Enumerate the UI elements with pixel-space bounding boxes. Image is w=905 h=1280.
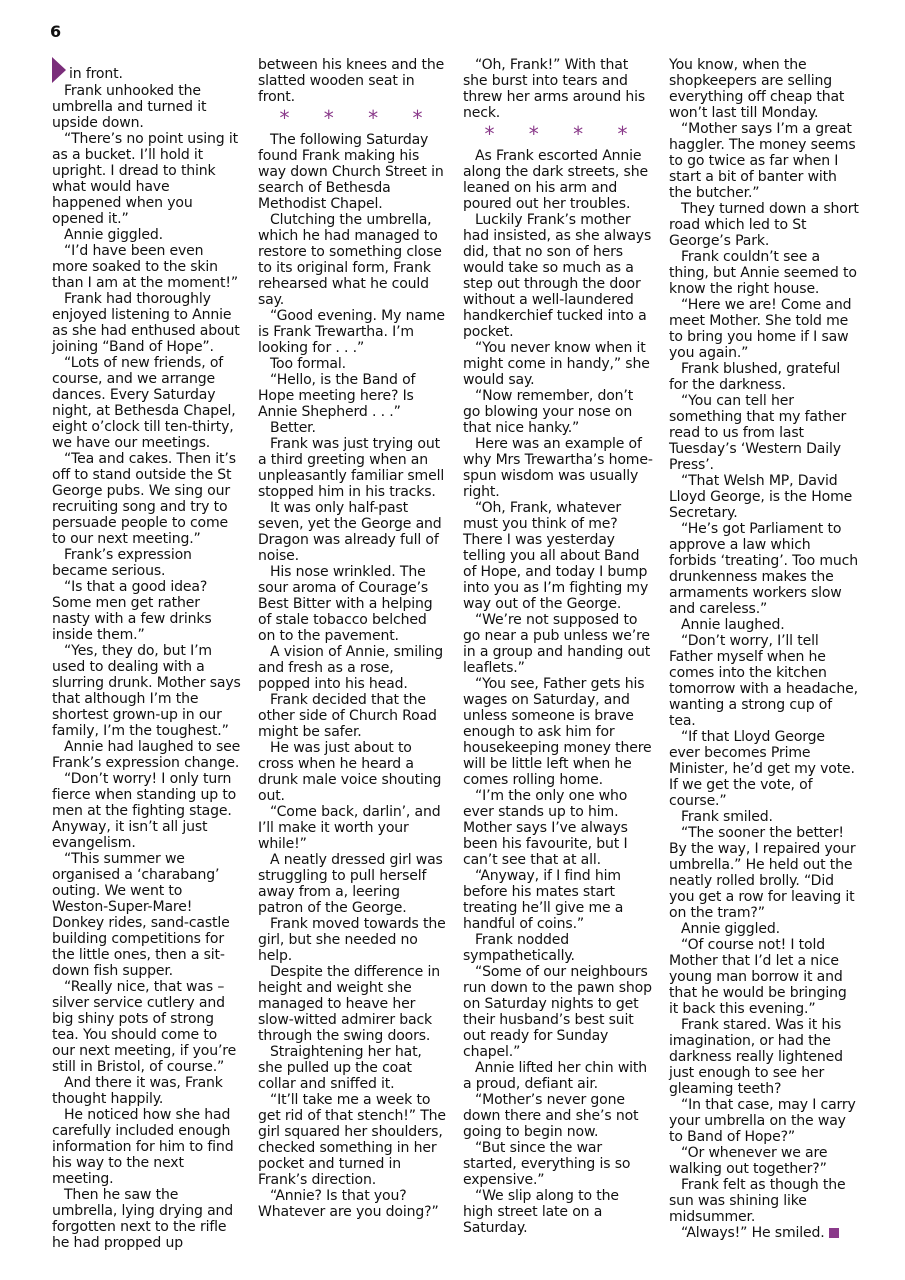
paragraph-text: between his knees and the slatted wooden seat in front. [258, 57, 445, 105]
paragraph [669, 361, 859, 393]
paragraph-text: “Don’t worry! I only turn fierce when standing up to men at the fighting stage. Anyway, it isn’t all just evangelism. [52, 771, 237, 851]
paragraph [258, 964, 448, 1044]
paragraph-text: Frank couldn’t see a thing, but Annie seemed to know the right house. [669, 249, 857, 297]
paragraph [669, 473, 859, 521]
paragraph-text: Annie giggled. [681, 921, 780, 937]
paragraph-text: It was only half-past seven, yet the George and Dragon was already full of noise. [258, 500, 442, 564]
paragraph-text: “We’re not supposed to go near a pub unless we’re in a group and handing out leaflets.” [463, 612, 651, 676]
paragraph [52, 227, 242, 243]
paragraph [258, 212, 448, 308]
paragraph-text: “It’ll take me a week to get rid of that stench!” The girl squared her shoulders, checked something in her pocket and turned in Frank’s direction. [258, 1092, 446, 1188]
paragraph-text: They turned down a short road which led to St George’s Park. [669, 201, 859, 249]
paragraph [258, 564, 448, 644]
paragraph [669, 1017, 859, 1097]
paragraph-text: Too formal. [270, 356, 346, 372]
text-column-4 [669, 57, 859, 1241]
paragraph [258, 372, 448, 420]
paragraph-text: “Of course not! I told Mother that I’d let a nice young man borrow it and that he would be bringing it back this evening.” [669, 937, 847, 1017]
paragraph-text: “There’s no point using it as a bucket. I’ll hold it upright. I dread to think what would have happened when you opened it.” [52, 131, 238, 227]
paragraph [669, 921, 859, 937]
paragraph-text: “Yes, they do, but I’m used to dealing with a slurring drunk. Mother says that although I’m the shortest grown-up in our family, I’m the toughest.” [52, 643, 241, 739]
paragraph-text: “He’s got Parliament to approve a law which forbids ‘treating’. Too much drunkenness makes the armaments workers slow and careless.” [669, 521, 859, 617]
paragraph-text: Frank decided that the other side of Church Road might be safer. [258, 692, 437, 740]
paragraph-text: Clutching the umbrella, which he had managed to restore to something close to its original form, Frank rehearsed what he could say. [258, 212, 442, 308]
paragraph-text: “If that Lloyd George ever becomes Prime Minister, he’d get my vote. If we get the vote, of course.” [669, 729, 855, 809]
paragraph-text: “Mother says I’m a great haggler. The money seems to go twice as far when I start a bit of banter with the butcher.” [669, 121, 856, 201]
paragraph [463, 436, 653, 500]
paragraph [463, 1092, 653, 1140]
paragraph-text: “Anyway, if I find him before his mates start treating he’ll give me a handful of coins.” [463, 868, 624, 932]
paragraph [463, 212, 653, 340]
paragraph [258, 436, 448, 500]
paragraph [669, 393, 859, 473]
paragraph [258, 1188, 448, 1220]
paragraph [258, 692, 448, 740]
paragraph [669, 1177, 859, 1225]
paragraph-text: Frank stared. Was it his imagination, or had the darkness really lightened just enough to see her gleaming teeth? [669, 1017, 843, 1097]
paragraph [669, 617, 859, 633]
paragraph-text: A neatly dressed girl was struggling to pull herself away from a, leering patron of the George. [258, 852, 443, 916]
paragraph [258, 57, 448, 105]
paragraph [463, 676, 653, 788]
paragraph-text: “Here we are! Come and meet Mother. She told me to bring you home if I saw you again.” [669, 297, 852, 361]
paragraph-text: “Or whenever we are walking out together?” [669, 1145, 828, 1177]
paragraph [463, 388, 653, 436]
paragraph-text: And there it was, Frank thought happily. [52, 1075, 223, 1107]
paragraph-text: in front. [69, 66, 123, 82]
paragraph [52, 1187, 242, 1251]
paragraph-text: “You can tell her something that my father read to us from last Tuesday’s ‘Western Daily Press’. [669, 393, 847, 473]
page-number: 6 [50, 22, 62, 41]
paragraph-text: “But since the war started, everything is so expensive.” [463, 1140, 631, 1188]
paragraph [258, 500, 448, 564]
paragraph [52, 579, 242, 643]
paragraph [463, 932, 653, 964]
text-column-3 [463, 57, 653, 1236]
paragraph [669, 633, 859, 729]
paragraph-text: “Oh, Frank, whatever must you think of me? There I was yesterday telling you all about Band of Hope, and today I bump into you as I’m fighting my way out of the George. [463, 500, 649, 612]
paragraph-text: Frank felt as though the sun was shining like midsummer. [669, 1177, 846, 1225]
paragraph [669, 1145, 859, 1177]
paragraph-text: Annie giggled. [64, 227, 163, 243]
paragraph-text: Frank unhooked the umbrella and turned it upside down. [52, 83, 207, 131]
paragraph-text: “Always!” He smiled. [681, 1225, 825, 1241]
paragraph [463, 964, 653, 1060]
paragraph [669, 1225, 859, 1241]
paragraph [258, 644, 448, 692]
paragraph [463, 500, 653, 612]
paragraph [258, 852, 448, 916]
paragraph [669, 521, 859, 617]
section-break: * * * * [279, 106, 437, 130]
paragraph [258, 804, 448, 852]
paragraph [669, 825, 859, 921]
paragraph [669, 937, 859, 1017]
paragraph [52, 291, 242, 355]
paragraph-text: “Oh, Frank!” With that she burst into tears and threw her arms around his neck. [463, 57, 646, 121]
paragraph-text: Straightening her hat, she pulled up the coat collar and sniffed it. [258, 1044, 422, 1092]
paragraph [258, 420, 448, 436]
paragraph-text: “We slip along to the high street late on a Saturday. [463, 1188, 619, 1236]
paragraph [52, 57, 242, 83]
paragraph [463, 148, 653, 212]
paragraph-text: “In that case, may I carry your umbrella on the way to Band of Hope?” [669, 1097, 856, 1145]
paragraph [52, 851, 242, 979]
paragraph-text: Frank nodded sympathetically. [463, 932, 575, 964]
paragraph [463, 868, 653, 932]
paragraph [258, 308, 448, 356]
paragraph [669, 249, 859, 297]
paragraph-text: “Annie? Is that you? Whatever are you doing?” [258, 1188, 439, 1220]
paragraph-text: He noticed how she had carefully included enough information for him to find his way to the next meeting. [52, 1107, 234, 1187]
text-column-2 [258, 57, 448, 1220]
paragraph-text: Frank blushed, grateful for the darkness. [669, 361, 841, 393]
paragraph [52, 547, 242, 579]
paragraph [669, 57, 859, 121]
paragraph-text: He was just about to cross when he heard a drunk male voice shouting out. [258, 740, 442, 804]
paragraph [463, 1060, 653, 1092]
paragraph-text: Frank was just trying out a third greeting when an unpleasantly familiar smell stopped him in his tracks. [258, 436, 445, 500]
paragraph-text: “Mother’s never gone down there and she’s not going to begin now. [463, 1092, 639, 1140]
paragraph-text: The following Saturday found Frank making his way down Church Street in search of Bethesda Methodist Chapel. [258, 132, 444, 212]
paragraph [52, 83, 242, 131]
paragraph-text: “Hello, is the Band of Hope meeting here? Is Annie Shepherd . . .” [258, 372, 416, 420]
paragraph [463, 57, 653, 121]
paragraph [463, 340, 653, 388]
paragraph [52, 243, 242, 291]
paragraph-text: Annie lifted her chin with a proud, defiant air. [463, 1060, 648, 1092]
paragraph-text: Then he saw the umbrella, lying drying and forgotten next to the rifle he had propped up [52, 1187, 234, 1251]
paragraph [669, 729, 859, 809]
paragraph-text: “You see, Father gets his wages on Saturday, and unless someone is brave enough to ask him for housekeeping money there will be little left when he comes rolling home. [463, 676, 652, 788]
paragraph [52, 979, 242, 1075]
paragraph-text: Better. [270, 420, 316, 436]
paragraph [258, 356, 448, 372]
text-column-1 [52, 57, 242, 1251]
paragraph [258, 916, 448, 964]
paragraph-text: “Tea and cakes. Then it’s off to stand outside the St George pubs. We sing our recruiting song and try to persuade people to come to our next meeting.” [52, 451, 236, 547]
paragraph-text: Frank moved towards the girl, but she needed no help. [258, 916, 446, 964]
paragraph-text: “You never know when it might come in handy,” she would say. [463, 340, 650, 388]
paragraph-text: Frank had thoroughly enjoyed listening to Annie as she had enthused about joining “Band of Hope”. [52, 291, 240, 355]
paragraph-text: Annie laughed. [681, 617, 785, 633]
paragraph [258, 740, 448, 804]
paragraph-text: “This summer we organised a ‘charabang’ outing. We went to Weston-Super-Mare! Donkey rides, sand-castle building competitions for the little ones, then a sit-down fish supper. [52, 851, 230, 979]
paragraph-text: Here was an example of why Mrs Trewartha’s home-spun wisdom was usually right. [463, 436, 653, 500]
paragraph [669, 297, 859, 361]
paragraph [52, 355, 242, 451]
paragraph-text: His nose wrinkled. The sour aroma of Courage’s Best Bitter with a helping of stale tobacco belched on to the pavement. [258, 564, 433, 644]
section-break: * * * * [484, 122, 642, 146]
paragraph [258, 132, 448, 212]
paragraph [52, 771, 242, 851]
paragraph [669, 1097, 859, 1145]
paragraph-text: “Come back, darlin’, and I’ll make it worth your while!” [258, 804, 441, 852]
paragraph [52, 739, 242, 771]
paragraph-text: Frank’s expression became serious. [52, 547, 192, 579]
paragraph-text: “Good evening. My name is Frank Trewartha. I’m looking for . . .” [258, 308, 445, 356]
paragraph-text: As Frank escorted Annie along the dark streets, she leaned on his arm and poured out her troubles. [463, 148, 648, 212]
paragraph-text: A vision of Annie, smiling and fresh as a rose, popped into his head. [258, 644, 443, 692]
paragraph-text: “That Welsh MP, David Lloyd George, is the Home Secretary. [669, 473, 853, 521]
paragraph [669, 121, 859, 201]
paragraph [52, 451, 242, 547]
paragraph-text: “Really nice, that was – silver service cutlery and big shiny pots of strong tea. You should come to our next meeting, if you’re still in Bristol, of course.” [52, 979, 237, 1075]
paragraph-text: “Lots of new friends, of course, and we arrange dances. Every Saturday night, at Bethesda Chapel, eight o’clock till ten-thirty, we have our meetings. [52, 355, 236, 451]
paragraph [463, 612, 653, 676]
paragraph [52, 131, 242, 227]
paragraph [258, 1044, 448, 1092]
paragraph-text: Luckily Frank’s mother had insisted, as she always did, that no son of hers would take so much as a step out through the door without a well-laundered handkerchief tucked into a pocket. [463, 212, 652, 340]
paragraph-text: “Is that a good idea? Some men get rather nasty with a few drinks inside them.” [52, 579, 212, 643]
paragraph [52, 1075, 242, 1107]
paragraph-text: Annie had laughed to see Frank’s expression change. [52, 739, 241, 771]
paragraph-text: “Some of our neighbours run down to the pawn shop on Saturday nights to get their husband’s best suit out ready for Sunday chapel.” [463, 964, 652, 1060]
paragraph-text: You know, when the shopkeepers are selling everything off cheap that won’t last till Monday. [669, 57, 845, 121]
paragraph [669, 201, 859, 249]
paragraph [52, 643, 242, 739]
paragraph [669, 809, 859, 825]
continuation-triangle-icon [52, 57, 66, 83]
paragraph [463, 1140, 653, 1188]
square-end-mark-icon [829, 1228, 839, 1238]
paragraph [52, 1107, 242, 1187]
paragraph-text: “The sooner the better! By the way, I repaired your umbrella.” He held out the neatly rolled brolly. “Did you get a row for leaving it on the tram?” [669, 825, 856, 921]
paragraph-text: “Don’t worry, I’ll tell Father myself when he comes into the kitchen tomorrow with a headache, wanting a strong cup of tea. [669, 633, 858, 729]
paragraph-text: “I’d have been even more soaked to the skin than I am at the moment!” [52, 243, 239, 291]
paragraph-text: “Now remember, don’t go blowing your nose on that nice hanky.” [463, 388, 634, 436]
paragraph-text: Frank smiled. [681, 809, 773, 825]
paragraph-text: Despite the difference in height and weight she managed to heave her slow-witted admirer back through the swing doors. [258, 964, 440, 1044]
paragraph [463, 1188, 653, 1236]
paragraph [258, 1092, 448, 1188]
paragraph [463, 788, 653, 868]
paragraph-text: “I’m the only one who ever stands up to him. Mother says I’ve always been his favourite, but I can’t see that at all. [463, 788, 628, 868]
